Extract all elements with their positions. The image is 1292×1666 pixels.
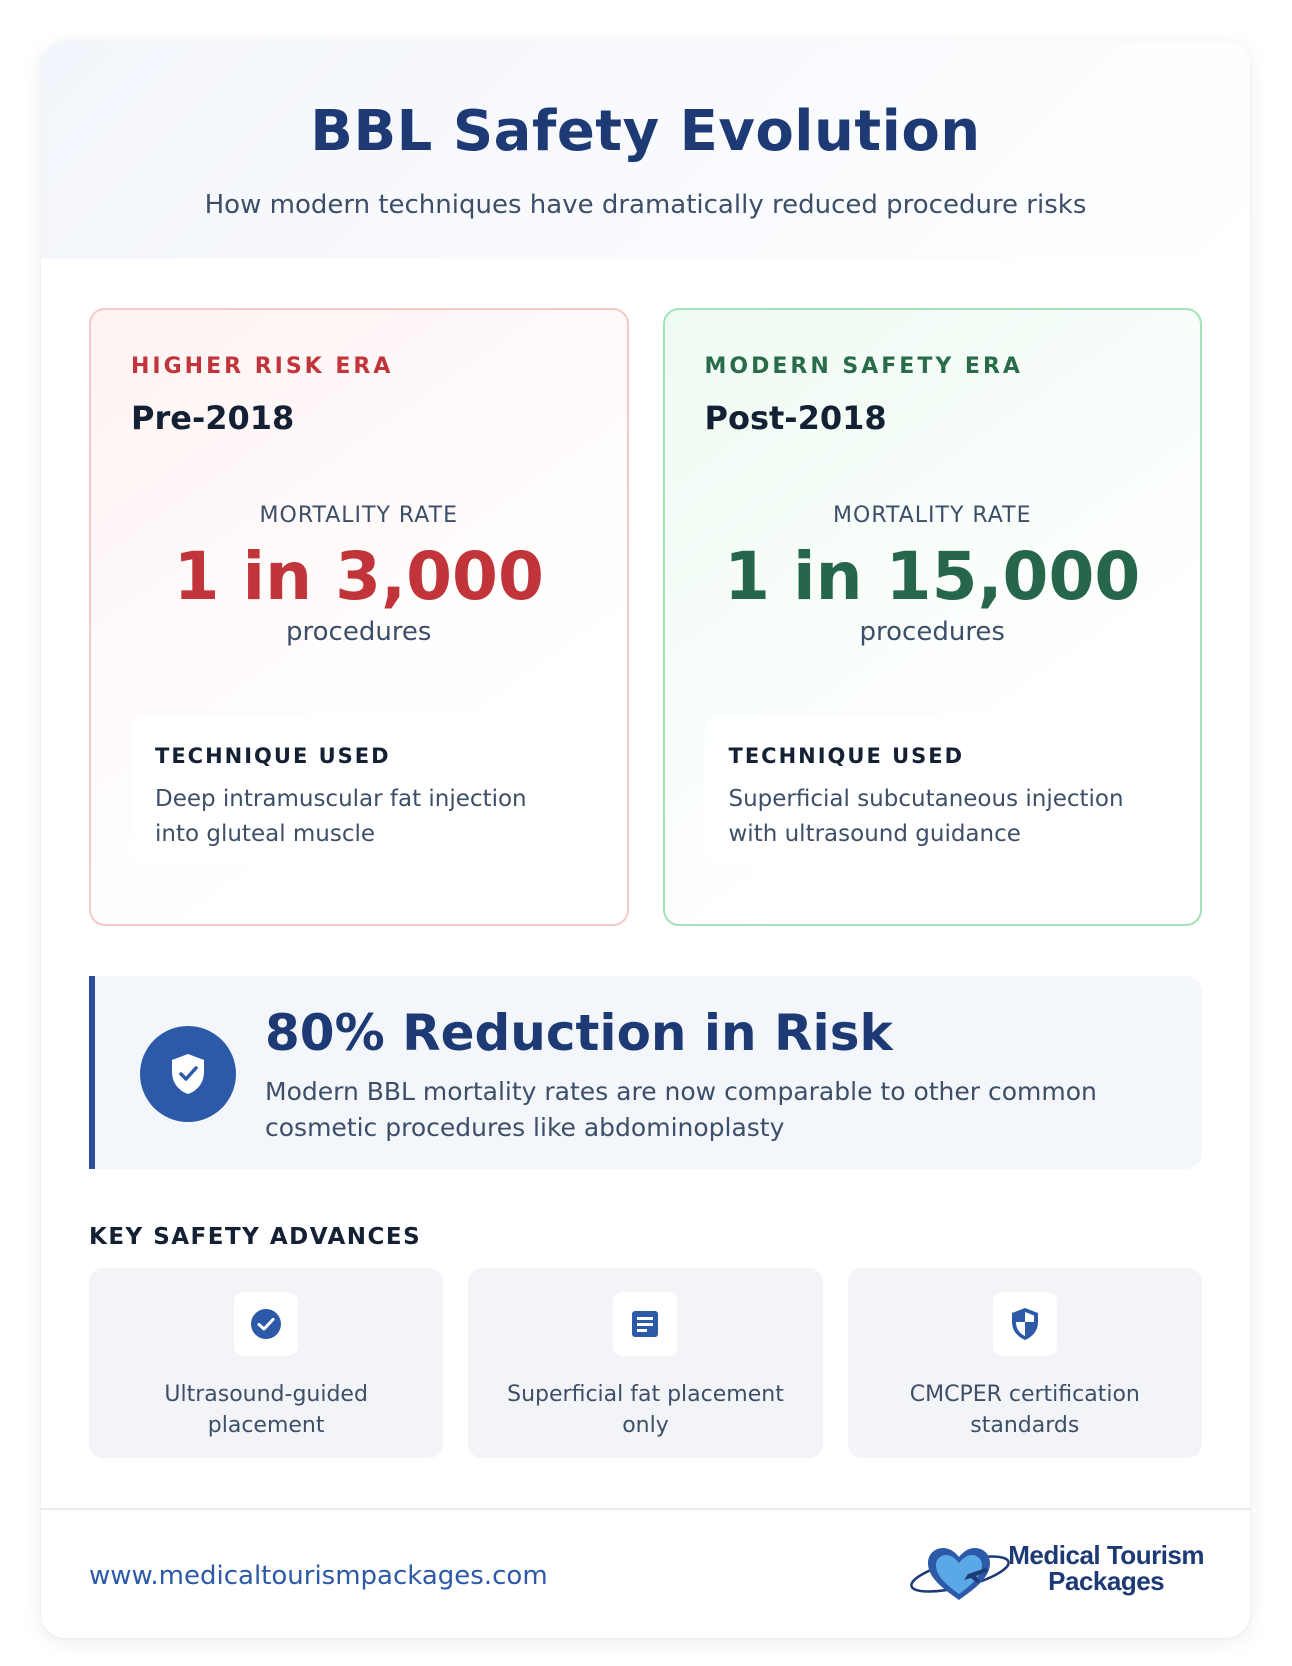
technique-box	[131, 716, 587, 866]
era-name: Post-2018	[704, 399, 887, 437]
technique-text: Superficial subcutaneous injection with ultrasound guidance	[728, 786, 1124, 847]
brand-logo	[904, 1538, 1204, 1608]
era-card-post-2018	[663, 308, 1203, 926]
advance-label: Ultrasound-guided placement	[164, 1382, 368, 1438]
section-title-advances: KEY SAFETY ADVANCES	[89, 1224, 422, 1250]
page-subtitle: How modern techniques have dramatically reduced procedure risks	[204, 190, 1087, 220]
check-circle-icon	[234, 1292, 298, 1356]
era-card-pre-2018	[89, 308, 629, 926]
rate-value: 1 in 3,000	[173, 538, 544, 615]
rate-unit: procedures	[859, 617, 1005, 648]
rate-label: MORTALITY RATE	[833, 503, 1032, 528]
infographic-card	[41, 41, 1250, 1638]
advance-label: CMCPER certification standards	[909, 1382, 1140, 1438]
page-title: BBL Safety Evolution	[310, 99, 981, 164]
brand-line-2: Packages	[1048, 1566, 1165, 1596]
technique-label: TECHNIQUE USED	[728, 744, 965, 768]
brand-line-1: Medical Tourism	[1008, 1540, 1204, 1570]
advance-item	[468, 1268, 822, 1458]
advance-item	[89, 1268, 443, 1458]
era-label: MODERN SAFETY ERA	[704, 354, 1023, 379]
technique-label: TECHNIQUE USED	[155, 744, 391, 768]
reduction-text: Modern BBL mortality rates are now comparable to other common cosmetic procedures like abdominoplasty	[265, 1077, 1097, 1143]
technique-box	[705, 716, 1161, 866]
risk-reduction-callout	[89, 976, 1202, 1169]
shield-icon	[993, 1292, 1057, 1356]
mortality-rate-block	[131, 503, 587, 647]
footer-divider	[41, 1508, 1250, 1510]
heart-airplane-logo	[904, 1538, 1014, 1608]
brand-name	[1008, 1542, 1204, 1594]
rate-value: 1 in 15,000	[724, 538, 1141, 615]
mortality-rate-block	[705, 503, 1161, 647]
era-comparison	[89, 308, 1202, 926]
era-name: Pre-2018	[131, 399, 295, 437]
rate-unit: procedures	[286, 617, 432, 648]
shield-check-icon	[140, 1026, 236, 1122]
technique-text: Deep intramuscular fat injection into gluteal muscle	[155, 786, 527, 847]
document-icon	[613, 1292, 677, 1356]
reduction-title: 80% Reduction in Risk	[265, 1004, 893, 1062]
era-label: HIGHER RISK ERA	[131, 354, 394, 379]
safety-advances-list	[89, 1268, 1202, 1458]
rate-label: MORTALITY RATE	[259, 503, 458, 528]
header	[41, 41, 1250, 259]
advance-item	[848, 1268, 1202, 1458]
website-link[interactable]: www.medicaltourismpackages.com	[89, 1561, 548, 1591]
advance-label: Superficial fat placement only	[507, 1382, 784, 1438]
